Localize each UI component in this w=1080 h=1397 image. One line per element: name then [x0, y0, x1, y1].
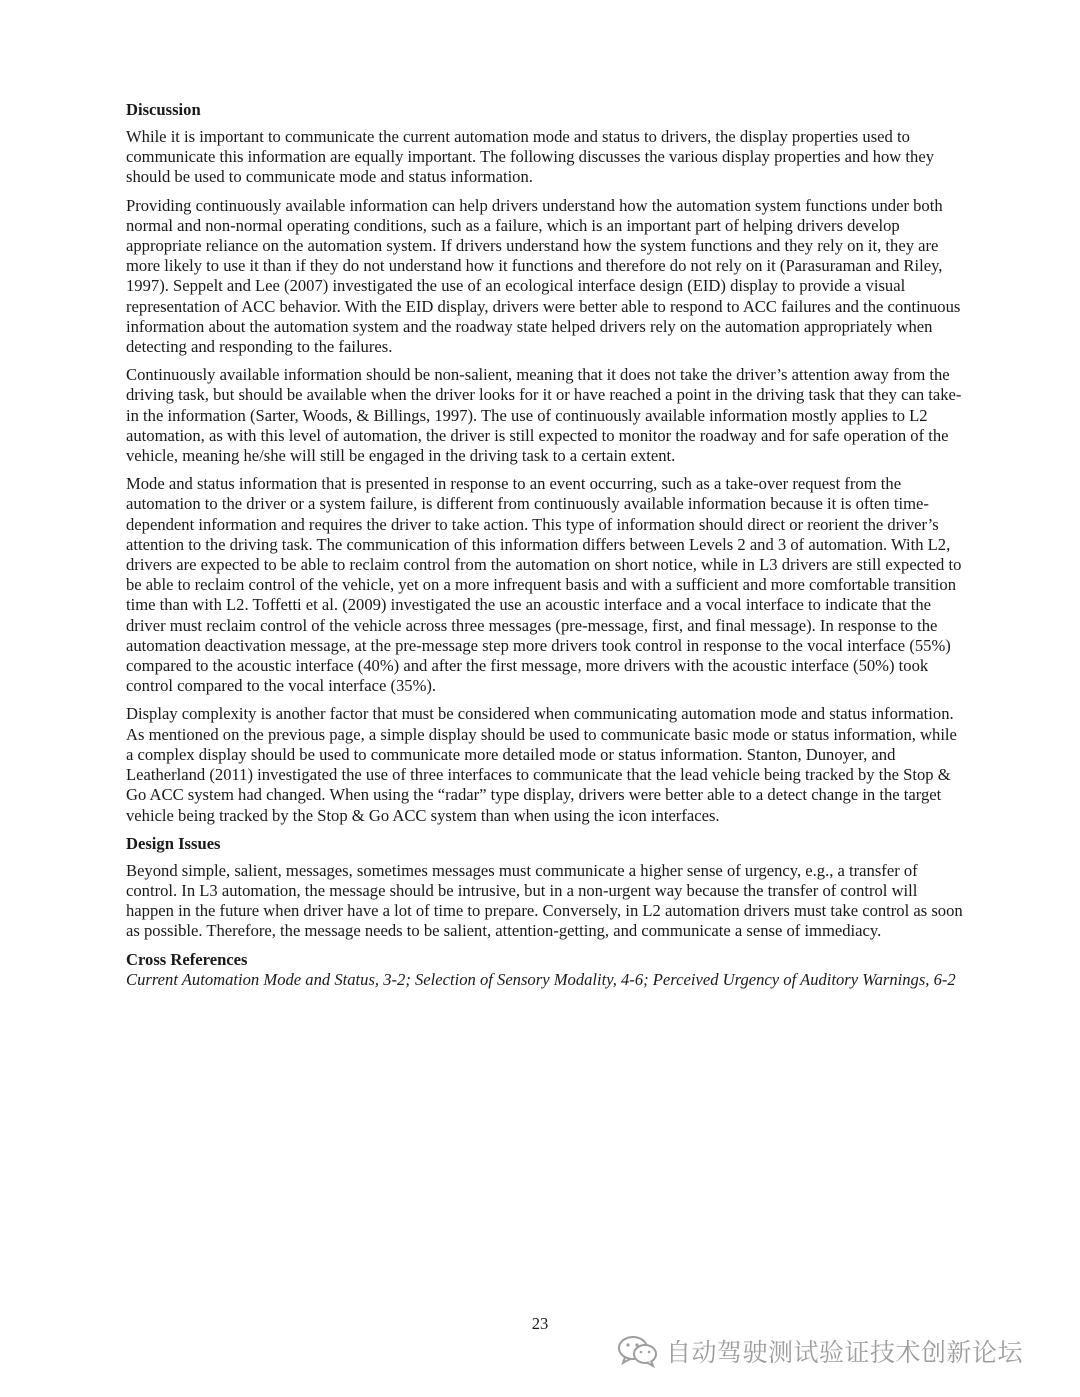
cross-references-text: Current Automation Mode and Status, 3-2; Selection of Sensory Modality, 4-6; Perceived Urgency of Auditory Warnings, 6-2 [126, 969, 956, 989]
watermark-text: 自动驾驶测试验证技术创新论坛 [666, 1338, 1024, 1367]
section-heading-design-issues: Design Issues [126, 833, 221, 853]
watermark [616, 1333, 1023, 1369]
discussion-paragraph: Mode and status information that is presented in response to an event occurring, such as a take-over request from the automation to the driver or a system failure, is different from continuously available information because it is often time-dependent information and requires the driver to take action. This type of information should direct or reorient the driver’s attention to the driving task. The communication of this information differs between Levels 2 and 3 of automation. With L2, drivers are expected to be able to reclaim control from the automation on short notice, while in L3 drivers are still expected to be able to reclaim control of the vehicle, yet on a more infrequent basis and with a sufficient and more comfortable transition time than with L2. Toffetti et al. (2009) investigated the use an acoustic interface and a vocal interface to indicate that the driver must reclaim control of the vehicle across three messages (pre-message, first, and final message). In response to the automation deactivation message, at the pre-message step more drivers took control in response to the vocal interface (55%) compared to the acoustic interface (40%) and after the first message, more drivers with the acoustic interface (50%) took control compared to the vocal interface (35%). [126, 474, 962, 696]
discussion-paragraph: Continuously available information should be non-salient, meaning that it does not take the driver’s attention away from the driving task, but should be available when the driver looks for it or have reached a point in the driving task that they can take-in the information (Sarter, Woods, & Billings, 1997). The use of continuously available information mostly applies to L2 automation, as with this level of automation, the driver is still expected to monitor the roadway and for safe operation of the vehicle, meaning he/she will still be engaged in the driving task to a certain extent. [126, 365, 962, 466]
page-number: 23 [531, 1314, 549, 1333]
section-heading-cross-references: Cross References [126, 949, 248, 969]
wechat-icon [616, 1334, 660, 1368]
discussion-paragraph: Display complexity is another factor that must be considered when communicating automation mode and status information. As mentioned on the previous page, a simple display should be used to communicate basic mode or status information, while a complex display should be used to communicate more detailed mode or status information. Stanton, Dunoyer, and Leatherland (2011) investigated the use of three interfaces to communicate that the lead vehicle being tracked by the Stop & Go ACC system had changed. When using the “radar” type display, drivers were better able to a detect change in the target vehicle being tracked by the Stop & Go ACC system than when using the icon interfaces. [126, 704, 957, 825]
discussion-paragraph: Providing continuously available information can help drivers understand how the automation system functions under both normal and non-normal operating conditions, such as a failure, which is an important part of helping drivers develop appropriate reliance on the automation system. If drivers understand how the system functions and they rely on it, they are more likely to use it than if they do not understand how it functions and therefore do not rely on it (Parasuraman and Riley, 1997). Seppelt and Lee (2007) investigated the use of an ecological interface design (EID) display to provide a visual representation of ACC behavior. With the EID display, drivers were better able to respond to ACC failures and the continuous information about the automation system and the roadway state helped drivers rely on the automation appropriately when detecting and responding to the failures. [126, 195, 961, 357]
discussion-paragraph: While it is important to communicate the current automation mode and status to drivers, the display properties used to communicate this information are equally important. The following discusses the various display properties and how they should be used to communicate mode and status information. [126, 127, 934, 187]
document-page [126, 100, 966, 990]
section-heading-discussion: Discussion [126, 100, 201, 119]
design-issues-paragraph: Beyond simple, salient, messages, sometimes messages must communicate a higher sense of urgency, e.g., a transfer of control. In L3 automation, the message should be intrusive, but in a non-urgent way because the transfer of control will happen in the future when driver have a lot of time to prepare. Conversely, in L2 automation drivers must take control as soon as possible. Therefore, the message needs to be salient, attention-getting, and communicate a sense of immediacy. [126, 860, 963, 941]
